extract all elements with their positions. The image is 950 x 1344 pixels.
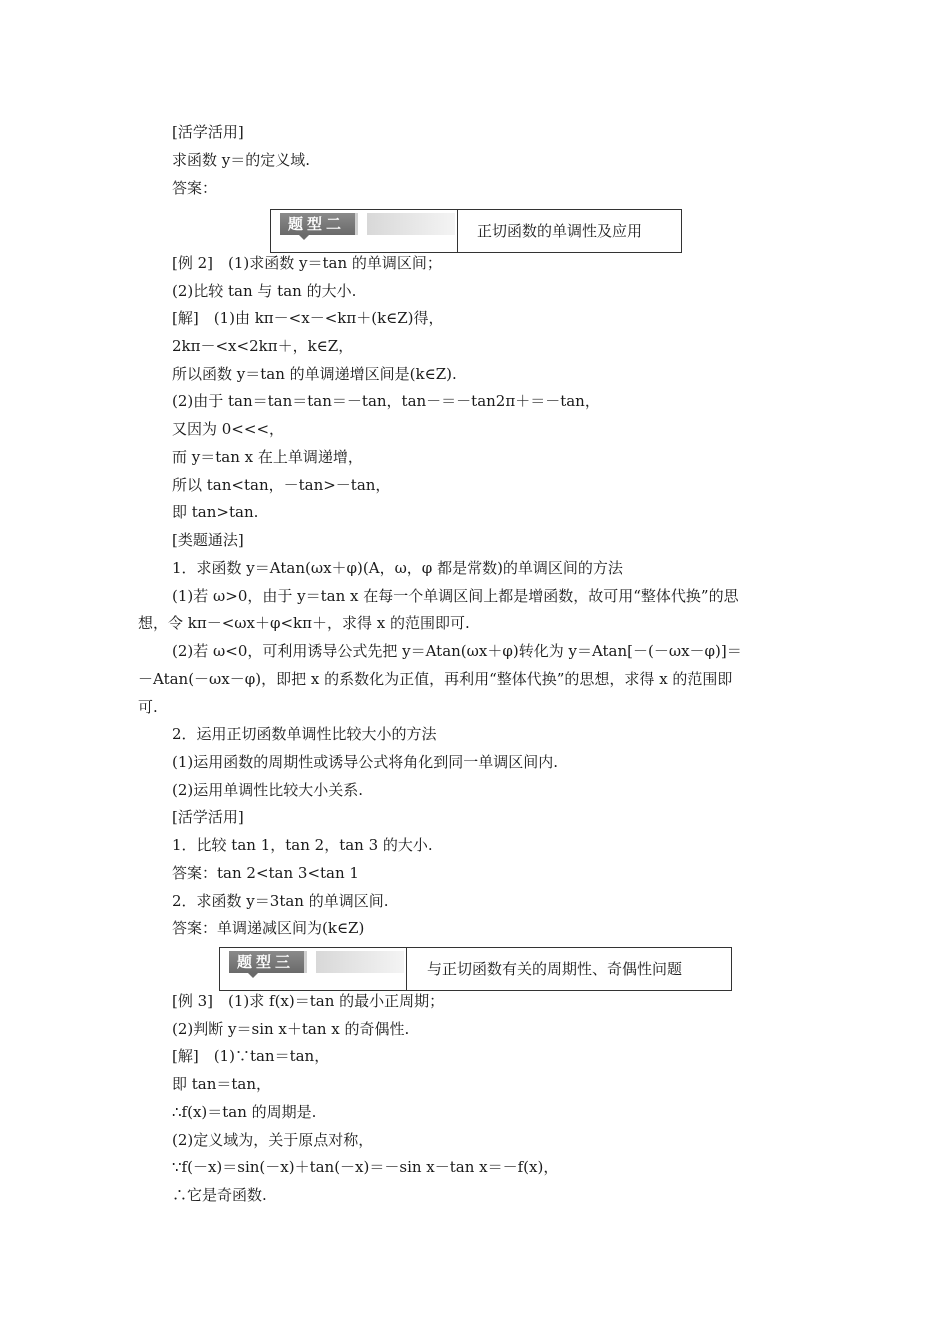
practice-question: 1．比较 tan 1，tan 2，tan 3 的大小. (172, 836, 433, 854)
practice-answer: 答案：tan 2<tan 3<tan 1 (172, 864, 359, 882)
tag-shade (367, 213, 455, 235)
practice-question: 2．求函数 y＝3tan 的单调区间. (172, 892, 389, 910)
topic-tag: 题型二 (280, 213, 358, 235)
heading-divider (457, 210, 458, 252)
solution-line: 即 tan＝tan， (172, 1075, 272, 1093)
practice-heading: [活学活用] (172, 123, 244, 141)
solution-line: [解] (1)由 kπ－<x－<kπ＋(k∈Z)得， (172, 309, 444, 327)
topic-tag: 题型三 (229, 951, 307, 973)
method-line: 2．运用正切函数单调性比较大小的方法 (172, 725, 437, 743)
practice-heading: [活学活用] (172, 808, 244, 826)
solution-line: ∵f(－x)＝sin(－x)＋tan(－x)＝－sin x－tan x＝－f(x)， (172, 1158, 559, 1176)
method-line: 1．求函数 y＝Atan(ωx＋φ)(A，ω，φ 都是常数)的单调区间的方法 (172, 559, 623, 577)
topic-heading-box (219, 947, 732, 991)
method-line: (1)若 ω>0，由于 y＝tan x 在每一个单调区间上都是增函数，故可用“整体代换”的思 (172, 587, 739, 605)
solution-line: 即 tan>tan. (172, 503, 259, 521)
method-line: 想，令 kπ－<ωx＋φ<kπ＋，求得 x 的范围即可. (138, 614, 470, 632)
method-line: (2)运用单调性比较大小关系. (172, 781, 364, 799)
tag-notch (299, 235, 309, 240)
topic-title: 与正切函数有关的周期性、奇偶性问题 (427, 960, 683, 978)
method-heading: [类题通法] (172, 531, 244, 549)
solution-line: (2)由于 tan＝tan＝tan＝－tan，tan－＝－tan2π＋＝－tan， (172, 392, 600, 410)
solution-line: 而 y＝tan x 在上单调递增， (172, 448, 363, 466)
solution-line: (2)定义域为，关于原点对称， (172, 1131, 374, 1149)
example-line: [例 3] (1)求 f(x)＝tan 的最小正周期； (172, 992, 445, 1010)
solution-line: ∴f(x)＝tan 的周期是. (172, 1103, 317, 1121)
solution-line: 2kπ－<x<2kπ＋，k∈Z， (172, 337, 354, 355)
example-line: [例 2] (1)求函数 y＝tan 的单调区间； (172, 254, 442, 272)
heading-divider (406, 948, 407, 990)
method-line: (2)若 ω<0，可利用诱导公式先把 y＝Atan(ωx＋φ)转化为 y＝Atan[－(－ωx－φ)]＝ (172, 642, 742, 660)
solution-line: ∴它是奇函数. (172, 1186, 267, 1204)
example-line: (2)比较 tan 与 tan 的大小. (172, 282, 357, 300)
method-line: (1)运用函数的周期性或诱导公式将角化到同一单调区间内. (172, 753, 559, 771)
solution-line: 又因为 0<<<， (172, 420, 285, 438)
tag-shade (316, 951, 404, 973)
method-line: －Atan(－ωx－φ)，即把 x 的系数化为正值，再利用“整体代换”的思想，求得 x 的范围即 (138, 670, 733, 688)
solution-line: 所以 tan<tan，－tan>－tan， (172, 476, 391, 494)
example-line: (2)判断 y＝sin x＋tan x 的奇偶性. (172, 1020, 410, 1038)
topic-title: 正切函数的单调性及应用 (477, 222, 643, 240)
method-line: 可. (138, 698, 158, 716)
solution-line: [解] (1)∵tan＝tan， (172, 1047, 330, 1065)
practice-question: 求函数 y＝的定义域. (172, 151, 311, 169)
practice-answer: 答案：单调递减区间为(k∈Z) (172, 919, 365, 937)
topic-heading-box (270, 209, 682, 253)
solution-line: 所以函数 y＝tan 的单调递增区间是(k∈Z). (172, 365, 457, 383)
answer-label: 答案： (172, 179, 218, 197)
tag-notch (248, 973, 258, 978)
